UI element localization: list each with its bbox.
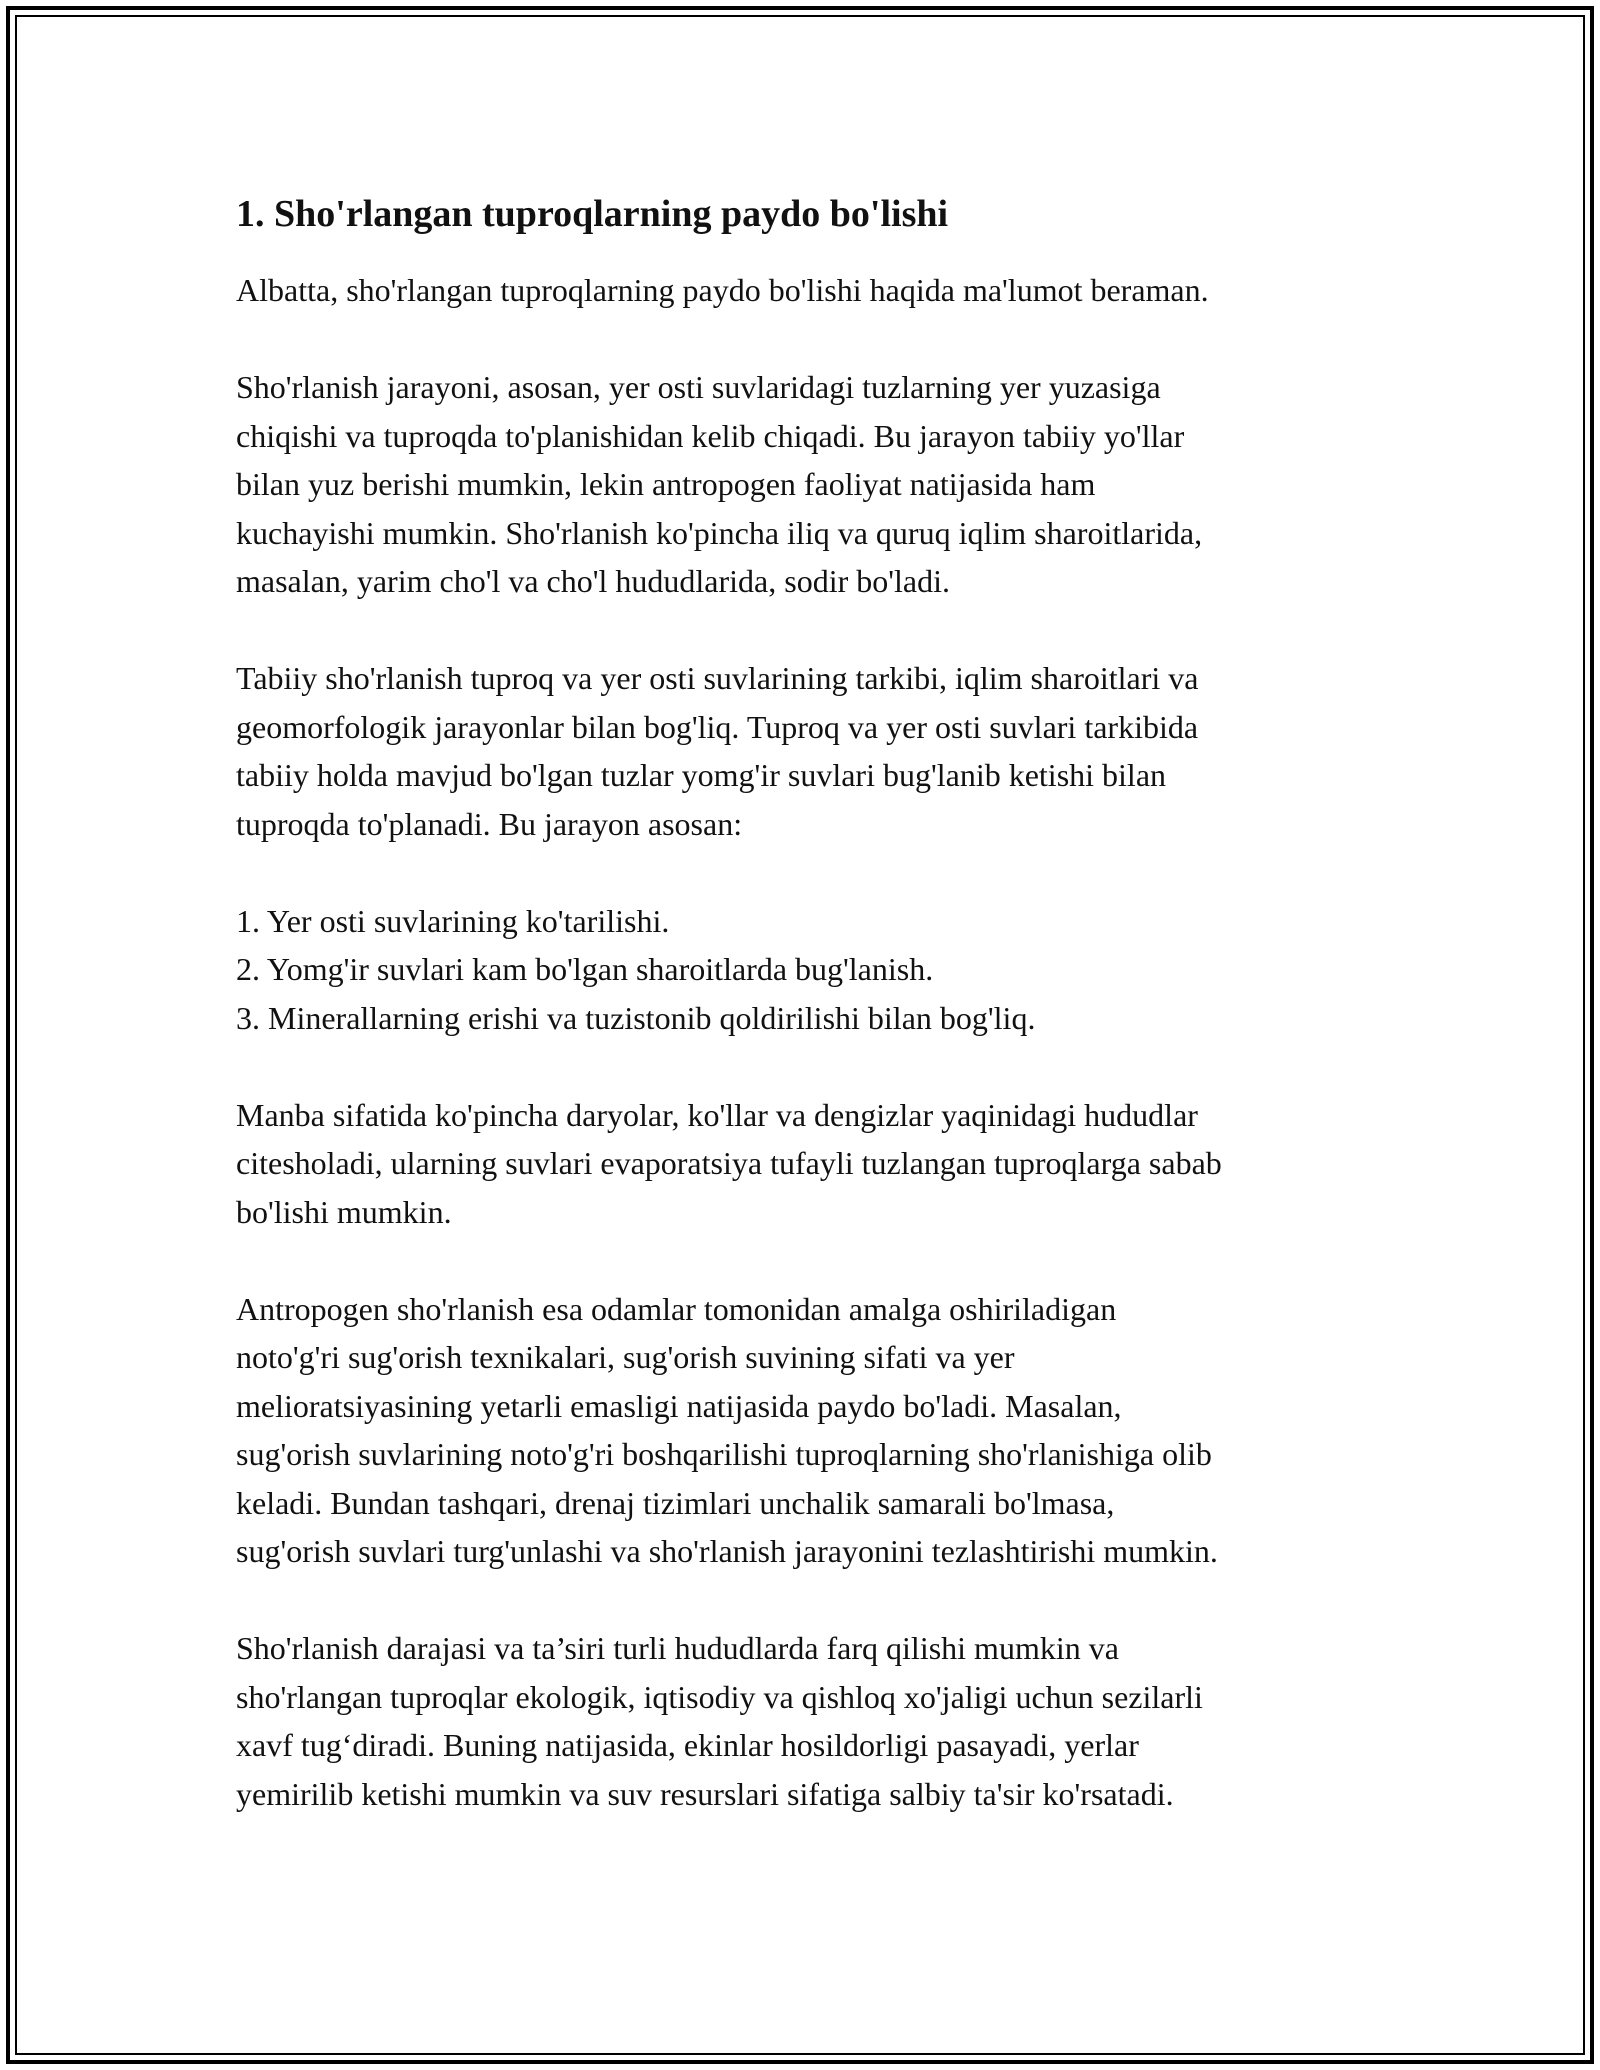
paragraph-salinization-process: Sho'rlanish jarayoni, asosan, yer osti suvlaridagi tuzlarning yer yuzasiga chiqishi va tuproqda to'planishidan kelib chiqadi. Bu jarayon tabiiy yo'llar bilan yuz berishi mumkin, lekin antropogen faoliyat natijasida ham kuchayishi mumkin. Sho'rlanish ko'pincha iliq va quruq iqlim sharoitlarida, masalan, yarim cho'l va cho'l hududlarida, sodir bo'ladi. [236,369,1203,599]
section-heading: 1. Sho'rlangan tuproqlarning paydo bo'lishi [236,193,949,235]
list-item: 3. Minerallarning erishi va tuzistonib qoldirilishi bilan bog'liq. [236,999,1036,1036]
paragraph-anthropogenic-salinization: Antropogen sho'rlanish esa odamlar tomonidan amalga oshiriladigan noto'g'ri sug'orish texnikalari, sug'orish suvining sifati va yer melioratsiyasining yetarli emasligi natijasida paydo bo'ladi. Masalan, sug'orish suvlarining noto'g'ri boshqarilishi tuproqlarning sho'rlanishiga olib keladi. Bundan tashqari, drenaj tizimlari unchalik samarali bo'lmasa, sug'orish suvlari turg'unlashi va sho'rlanish jarayonini tezlashtirishi mumkin. [236,1290,1218,1569]
paragraph-sources: Manba sifatida ko'pincha daryolar, ko'llar va dengizlar yaqinidagi hududlar citesholadi, ularning suvlari evaporatsiya tufayli tuzlangan tuproqlarga sabab bo'lishi mumkin. [236,1096,1222,1230]
list-item: 1. Yer osti suvlarining ko'tarilishi. [236,902,670,939]
intro-paragraph: Albatta, sho'rlangan tuproqlarning paydo bo'lishi haqida ma'lumot beraman. [236,272,1209,308]
paragraph-impacts: Sho'rlanish darajasi va ta’siri turli hududlarda farq qilishi mumkin va sho'rlangan tuproqlar ekologik, iqtisodiy va qishloq xo'jaligi uchun sezilarli xavf tug‘diradi. Buning natijasida, ekinlar hosildorligi pasayadi, yerlar yemirilib ketishi mumkin va suv resurslari sifatiga salbiy ta'sir ko'rsatadi. [236,1630,1203,1812]
causes-list [236,897,1386,1043]
paragraph-natural-salinization: Tabiiy sho'rlanish tuproq va yer osti suvlarining tarkibi, iqlim sharoitlari va geomorfologik jarayonlar bilan bog'liq. Tuproq va yer osti suvlari tarkibida tabiiy holda mavjud bo'lgan tuzlar yomg'ir suvlari bug'lanib ketishi bilan tuproqda to'planadi. Bu jarayon asosan: [236,660,1199,842]
document-body [236,186,1386,1867]
list-item: 2. Yomg'ir suvlari kam bo'lgan sharoitlarda bug'lanish. [236,951,934,987]
